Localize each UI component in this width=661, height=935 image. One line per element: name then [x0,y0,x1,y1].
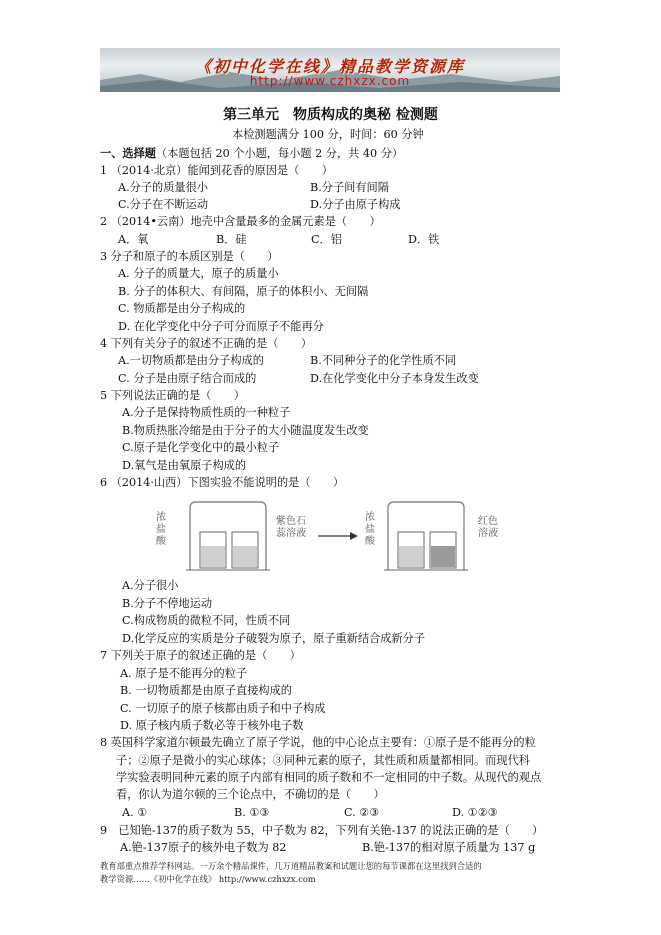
exam-info: 本检测题满分 100 分，时间：60 分钟 [232,128,424,141]
q3-option-c: C. 物质都是由分子构成的 [118,302,246,315]
q2-option-d: D．铁 [408,233,440,246]
q4-option-d: D.在化学变化中分子本身发生改变 [310,372,479,385]
q8-line3: 学实验表明同种元素的原子内部有相同的质子数和不一定相同的中子数。从现代的观点 [116,771,542,784]
q8-line2: 子；②原子是微小的实心球体；③同种元素的原子，其性质和质量都相同。而现代科 [116,754,530,767]
left-apparatus [186,502,270,570]
header-banner [100,48,560,92]
q4-option-c: C. 分子是由原子结合而成的 [118,372,257,385]
footer-line2 [100,873,316,885]
q1-option-a: A.分子的质量很小 [118,181,208,194]
q8-line1: 8 英国科学家道尔顿最先确立了原子学说，他的中心论点主要有：①原子是不能再分的粒 [100,736,536,749]
q5-option-b: B.物质热胀冷缩是由于分子的大小随温度发生改变 [122,424,369,437]
q5-stem: 5 下列说法正确的是（ ） [100,389,245,402]
q8-option-b: B. ①③ [234,806,270,819]
q5-option-c: C.原子是化学变化中的最小粒子 [122,441,280,454]
q6-option-b: B.分子不停地运动 [122,597,213,610]
q2-option-c: C．铝 [311,233,342,246]
q1-option-d: D.分子由原子构成 [310,198,401,211]
fig-right-solution-label: 红色溶液 [478,516,498,539]
q5-option-d: D.氧气是由氧原子构成的 [122,459,247,472]
q1-option-b: B.分子间有间隔 [310,181,389,194]
q8-option-a: A. ① [122,806,148,819]
footer-url[interactable]: http://www.czhxzx.com [218,874,316,884]
q1-option-c: C.分子在不断运动 [118,198,209,211]
q9-option-a: A.铯-137原子的核外电子数为 82 [120,841,287,854]
fig-left-acid-label: 浓盐酸 [156,512,166,547]
q5-option-a: A.分子是保持物质性质的一种粒子 [122,406,291,419]
q3-option-b: B. 分子的体积大、有间隔，原子的体积小、无间隔 [118,285,369,298]
q4-option-b: B.不同种分子的化学性质不同 [310,354,457,367]
banner-url[interactable]: http://www.czhxzx.com [249,74,411,88]
q6-option-c: C.构成物质的微粒不同，性质不同 [122,614,291,627]
q8-option-c: C. ②③ [344,806,380,819]
q2-stem: 2 （2014•云南）地壳中含量最多的金属元素是（ ） [100,215,381,228]
footer-text: 教学资源……《初中化学在线》 [100,874,217,884]
q6-option-d: D.化学反应的实质是分子破裂为原子，原子重新结合成新分子 [122,632,426,645]
q1-stem: 1 （2014·北京）能闻到花香的原因是（ ） [100,164,333,177]
q3-option-a: A. 分子的质量大，原子的质量小 [118,267,279,280]
q7-option-b: B. 一切物质都是由原子直接构成的 [120,684,292,697]
right-apparatus [384,502,468,570]
q9-stem: 9 已知铯-137的质子数为 55，中子数为 82，下列有关铯-137 的说法正确的是（ ） [100,824,544,837]
fig-right-acid-label: 浓盐酸 [365,512,375,547]
arrow-icon [318,532,358,540]
section-note: （本题包括 20 个小题，每小题 2 分，共 40 分） [155,147,404,160]
banner-title: 《初中化学在线》精品教学资源库 [194,57,465,76]
fig-left-solution-label: 紫色石蕊溶液 [276,516,306,539]
q7-option-d: D. 原子核内质子数必等于核外电子数 [120,719,304,732]
q2-option-a: A．氧 [118,233,149,246]
q6-stem: 6 （2014·山西）下图实验不能说明的是（ ） [100,476,345,489]
q8-option-d: D. ①②③ [452,806,498,819]
q2-option-b: B．硅 [216,233,247,246]
section-heading [100,146,403,161]
q6-option-a: A.分子很小 [122,579,179,592]
q7-option-a: A. 原子是不能再分的粒子 [120,667,248,680]
q4-option-a: A.一切物质都是由分子构成的 [118,354,264,367]
q7-option-c: C. 一切原子的原子核都由质子和中子构成 [120,702,326,715]
page-title: 第三单元 物质构成的奥秘 检测题 [223,107,438,123]
q3-option-d: D. 在化学变化中分子可分而原子不能再分 [118,320,324,333]
footer-line1: 教育部重点推荐学科网站。一万余个精品课件，几万道精品教案和试题让您的每节课都在这里找到合适的 [100,861,482,871]
q8-line4: 看，你认为道尔顿的三个论点中，不确切的是（ ） [116,788,385,801]
q9-option-b: B.铯-137的相对原子质量为 137 g [362,841,536,854]
q3-stem: 3 分子和原子的本质区别是（ ） [100,250,279,263]
section-label: 一、选择题 [100,146,156,160]
q4-stem: 4 下列有关分子的叙述不正确的是（ ） [100,337,313,350]
q7-stem: 7 下列关于原子的叙述正确的是（ ） [100,649,301,662]
